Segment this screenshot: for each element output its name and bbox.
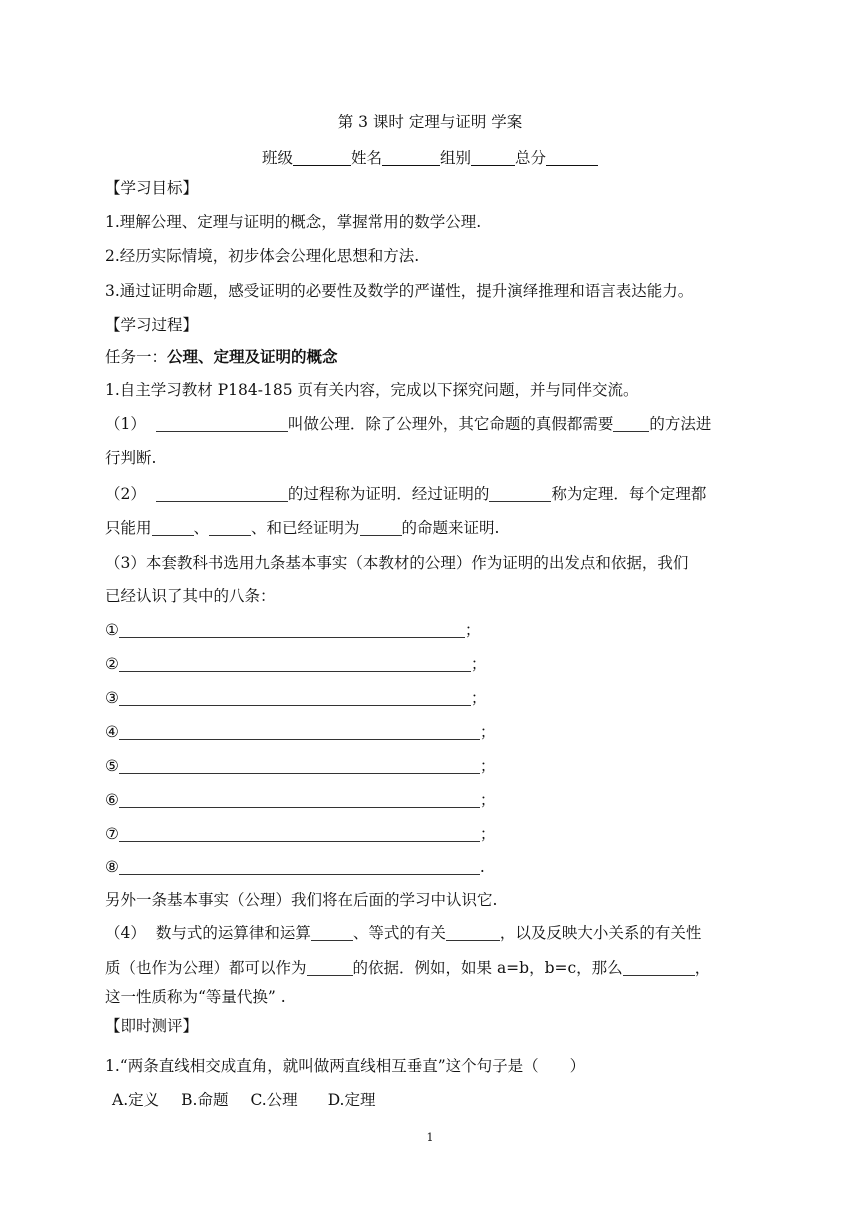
q2-blank-5[interactable]: [360, 520, 402, 536]
q4-line-1: [105, 923, 701, 943]
fact-6-marker: ⑥: [105, 791, 119, 809]
test-question-1: 1.“两条直线相交成直角，就叫做两直线相互垂直”这个句子是（ ）: [105, 1057, 586, 1075]
fact-6-blank[interactable]: [119, 792, 480, 808]
goal-2: 2.经历实际情境，初步体会公理化思想和方法.: [105, 247, 420, 265]
q1-blank-2[interactable]: [613, 416, 649, 432]
fact-8-marker: ⑧: [105, 858, 119, 876]
q4-text-a: 数与式的运算律和运算: [155, 924, 311, 942]
q2-text-b: 称为定理．每个定理都: [551, 485, 707, 503]
q2-text-a: 的过程称为证明．经过证明的: [287, 485, 490, 503]
fact-4: [105, 722, 495, 742]
q1-text-b: 的方法进: [649, 415, 712, 433]
q1-text-a: 叫做公理．除了公理外，其它命题的真假都需要: [287, 415, 614, 433]
q2-blank-4[interactable]: [209, 520, 251, 536]
page-number: 1: [426, 1131, 434, 1144]
goal-1: 1.理解公理、定理与证明的概念，掌握常用的数学公理.: [105, 213, 482, 231]
q2-blank-2[interactable]: [489, 486, 551, 502]
fact-3-blank[interactable]: [119, 690, 471, 706]
q4-text-e: 的依据．例如，如果 a=b，b=c，那么: [352, 959, 623, 977]
q1-line-2: 行判断.: [105, 449, 157, 467]
q1-blank-1[interactable]: [156, 416, 288, 432]
fact-7-blank[interactable]: [119, 826, 480, 842]
q2-line-1: [105, 484, 706, 504]
option-c[interactable]: C.公理: [250, 1091, 298, 1109]
q2-line-2: [105, 518, 499, 538]
option-d[interactable]: D.定理: [327, 1091, 376, 1109]
class-label: 班级: [261, 149, 293, 167]
q1-number: （1）: [105, 415, 146, 433]
fact-2-blank[interactable]: [119, 656, 471, 672]
fact-1-blank[interactable]: [119, 622, 465, 638]
q4-number: （4）: [105, 924, 146, 942]
fact-4-blank[interactable]: [119, 724, 480, 740]
student-info-row: [0, 146, 860, 168]
name-field[interactable]: [382, 149, 440, 166]
fact-1: [105, 620, 480, 640]
document-title: 第 3 课时 定理与证明 学案: [337, 113, 523, 131]
goal-3: 3.通过证明命题，感受证明的必要性及数学的严谨性，提升演绎推理和语言表达能力。: [105, 282, 694, 300]
fact-2-marker: ②: [105, 655, 119, 673]
q2-text-f: 的命题来证明.: [401, 519, 500, 537]
option-a[interactable]: A.定义: [112, 1091, 160, 1109]
fact-8-blank[interactable]: [119, 859, 480, 875]
fact-7-marker: ⑦: [105, 825, 119, 843]
q4-text-d: 质（也作为公理）都可以作为: [105, 959, 307, 977]
fact-5-end: ；: [479, 757, 496, 775]
fact-4-end: ；: [479, 723, 496, 741]
fact-2-end: ；: [470, 655, 487, 673]
fact-1-marker: ①: [105, 621, 119, 639]
q4-text-b: 、等式的有关: [352, 924, 446, 942]
q2-number: （2）: [105, 485, 146, 503]
option-b[interactable]: B.命题: [181, 1091, 229, 1109]
score-label: 总分: [515, 149, 547, 167]
fact-2: [105, 654, 486, 674]
group-label: 组别: [440, 149, 472, 167]
q2-text-e: 、和已经证明为: [251, 519, 360, 537]
test-options: [112, 1090, 376, 1110]
fact-3: [105, 688, 486, 708]
q4-blank-1[interactable]: [311, 925, 353, 941]
q4-text-f: ，: [694, 959, 711, 977]
other-fact-note: 另外一条基本事实（公理）我们将在后面的学习中认识它.: [105, 891, 498, 909]
fact-8-end: .: [479, 858, 485, 876]
fact-6: [105, 790, 495, 810]
score-field[interactable]: [546, 149, 598, 166]
fact-7: [105, 824, 495, 844]
name-label: 姓名: [350, 149, 382, 167]
q4-text-c: ，以及反映大小关系的有关性: [499, 924, 702, 942]
q2-text-c: 只能用: [105, 519, 152, 537]
task-1-prefix: 任务一：: [105, 348, 168, 366]
q4-blank-2[interactable]: [446, 925, 500, 941]
q3-line-1: （3）本套教科书选用九条基本事实（本教材的公理）作为证明的出发点和依据，我们: [105, 554, 689, 572]
fact-7-end: ；: [479, 825, 496, 843]
q2-blank-1[interactable]: [156, 486, 288, 502]
q4-blank-3[interactable]: [307, 960, 353, 976]
task-1-heading: [105, 347, 338, 367]
test-heading: 【即时测评】: [105, 1017, 199, 1035]
fact-3-marker: ③: [105, 689, 119, 707]
q2-text-d: 、: [193, 519, 210, 537]
fact-3-end: ；: [470, 689, 487, 707]
fact-6-end: ；: [479, 791, 496, 809]
intro-text: 1.自主学习教材 P184-185 页有关内容，完成以下探究问题，并与同伴交流。: [105, 381, 639, 399]
fact-1-end: ；: [464, 621, 481, 639]
process-heading: 【学习过程】: [105, 316, 199, 334]
q3-line-2: 已经认识了其中的八条：: [105, 587, 276, 605]
q1-line-1: [105, 414, 711, 434]
fact-5: [105, 756, 495, 776]
q4-line-2: [105, 958, 710, 978]
fact-4-marker: ④: [105, 723, 119, 741]
q4-blank-4[interactable]: [623, 960, 695, 976]
group-field[interactable]: [471, 149, 515, 166]
class-field[interactable]: [293, 149, 351, 166]
fact-5-blank[interactable]: [119, 758, 480, 774]
fact-8: [105, 857, 485, 877]
goals-heading: 【学习目标】: [105, 179, 199, 197]
q4-line-3: 这一性质称为“等量代换” .: [105, 988, 286, 1006]
q2-blank-3[interactable]: [152, 520, 194, 536]
task-1-title: 公理、定理及证明的概念: [167, 347, 338, 366]
fact-5-marker: ⑤: [105, 757, 119, 775]
